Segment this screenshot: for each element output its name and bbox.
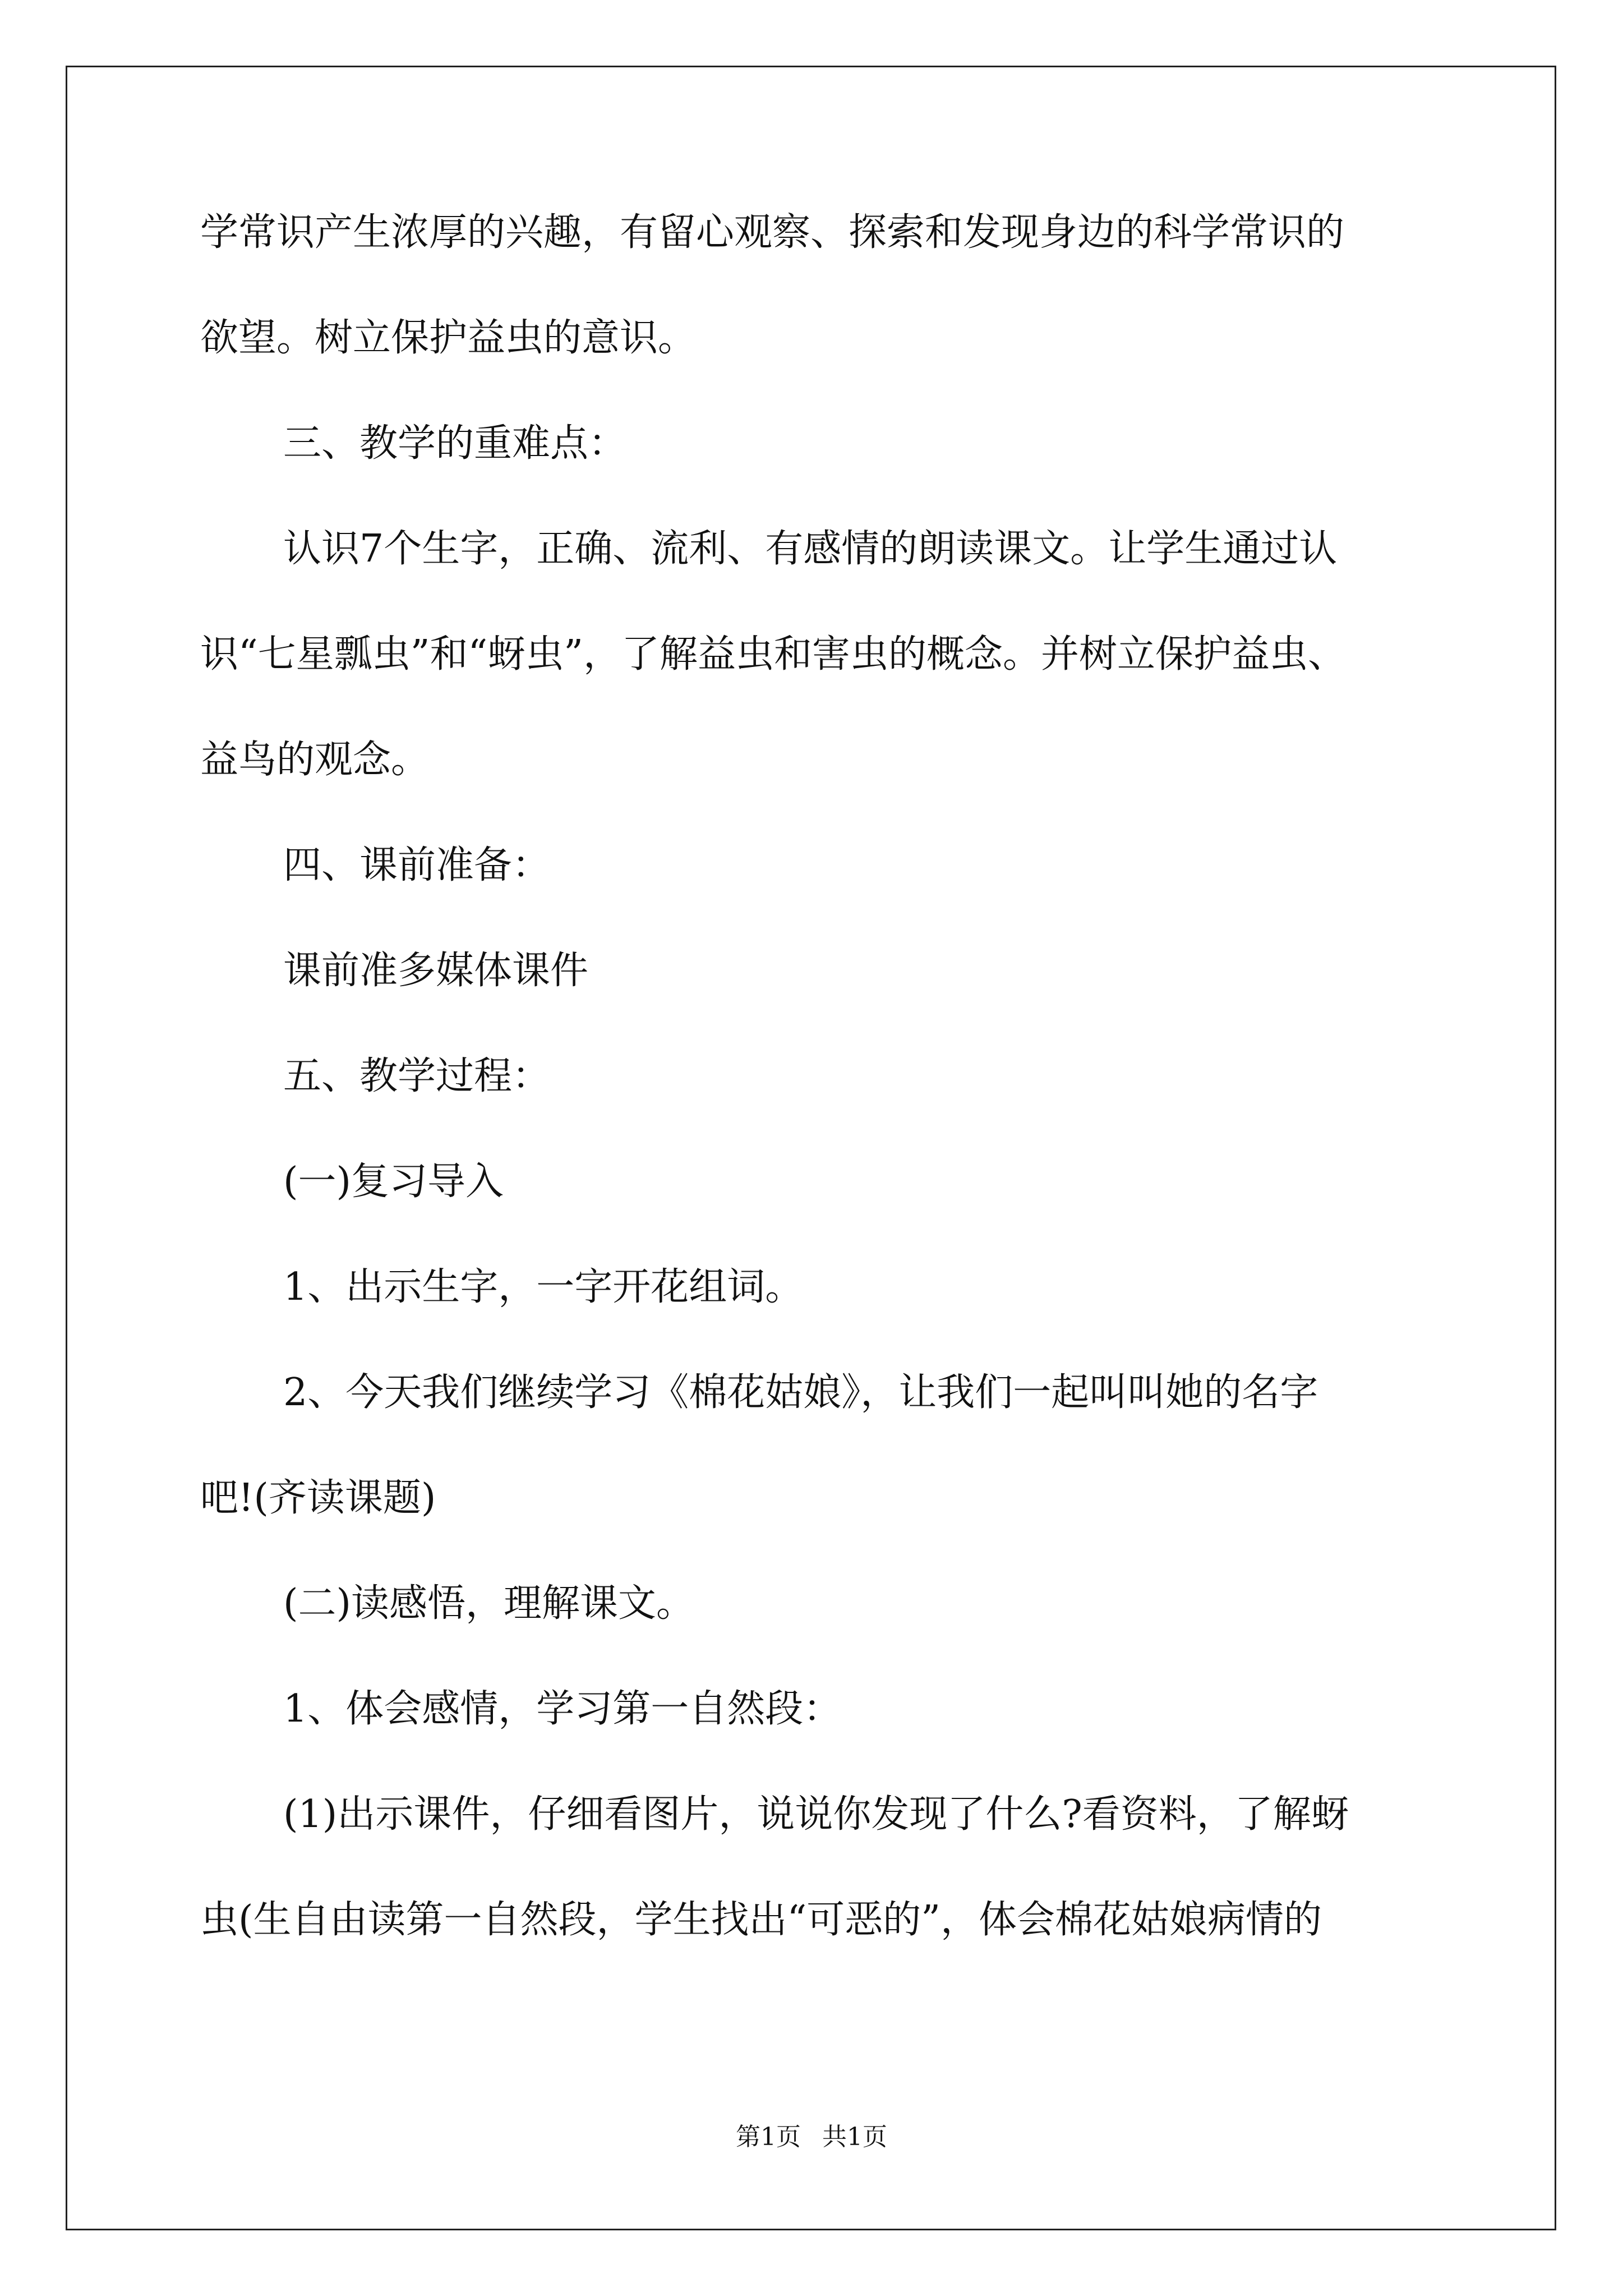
text-line: 认识7个生字，正确、流利、有感情的朗读课文。让学生通过认	[283, 527, 1338, 571]
section-heading: 五、教学过程：	[283, 1054, 551, 1098]
page-footer	[0, 2120, 1623, 2154]
text-line: 课前准多媒体课件	[283, 949, 589, 993]
text-line: (1)出示课件，仔细看图片，说说你发现了什么?看资料，了解蚜	[283, 1792, 1349, 1837]
text-line: 识“七星瓢虫”和“蚜虫”，了解益虫和害虫的概念。并树立保护益虫、	[200, 632, 1347, 677]
section-heading: 四、课前准备：	[283, 843, 551, 887]
text-line: 1、体会感情，学习第一自然段：	[283, 1687, 842, 1731]
text-line: 虫(生自由读第一自然段，学生找出“可恶的”，体会棉花姑娘病情的	[200, 1898, 1322, 1942]
subsection-heading: (一)复习导入	[283, 1159, 504, 1204]
current-page-number: 第1页	[736, 2123, 801, 2151]
section-heading: 三、教学的重难点：	[283, 421, 627, 466]
text-line: 1、出示生字，一字开花组词。	[283, 1265, 804, 1309]
total-pages: 共1页	[822, 2123, 887, 2151]
subsection-heading: (二)读感悟，理解课文。	[283, 1581, 695, 1626]
text-line: 学常识产生浓厚的兴趣，有留心观察、探索和发现身边的科学常识的	[200, 210, 1345, 255]
text-line: 吧!(齐读课题)	[200, 1476, 436, 1520]
text-line: 欲望。树立保护益虫的意识。	[200, 316, 697, 360]
text-line: 2、今天我们继续学习《棉花姑娘》，让我们一起叫叫她的名字	[283, 1370, 1318, 1415]
text-line: 益鸟的观念。	[200, 738, 430, 782]
